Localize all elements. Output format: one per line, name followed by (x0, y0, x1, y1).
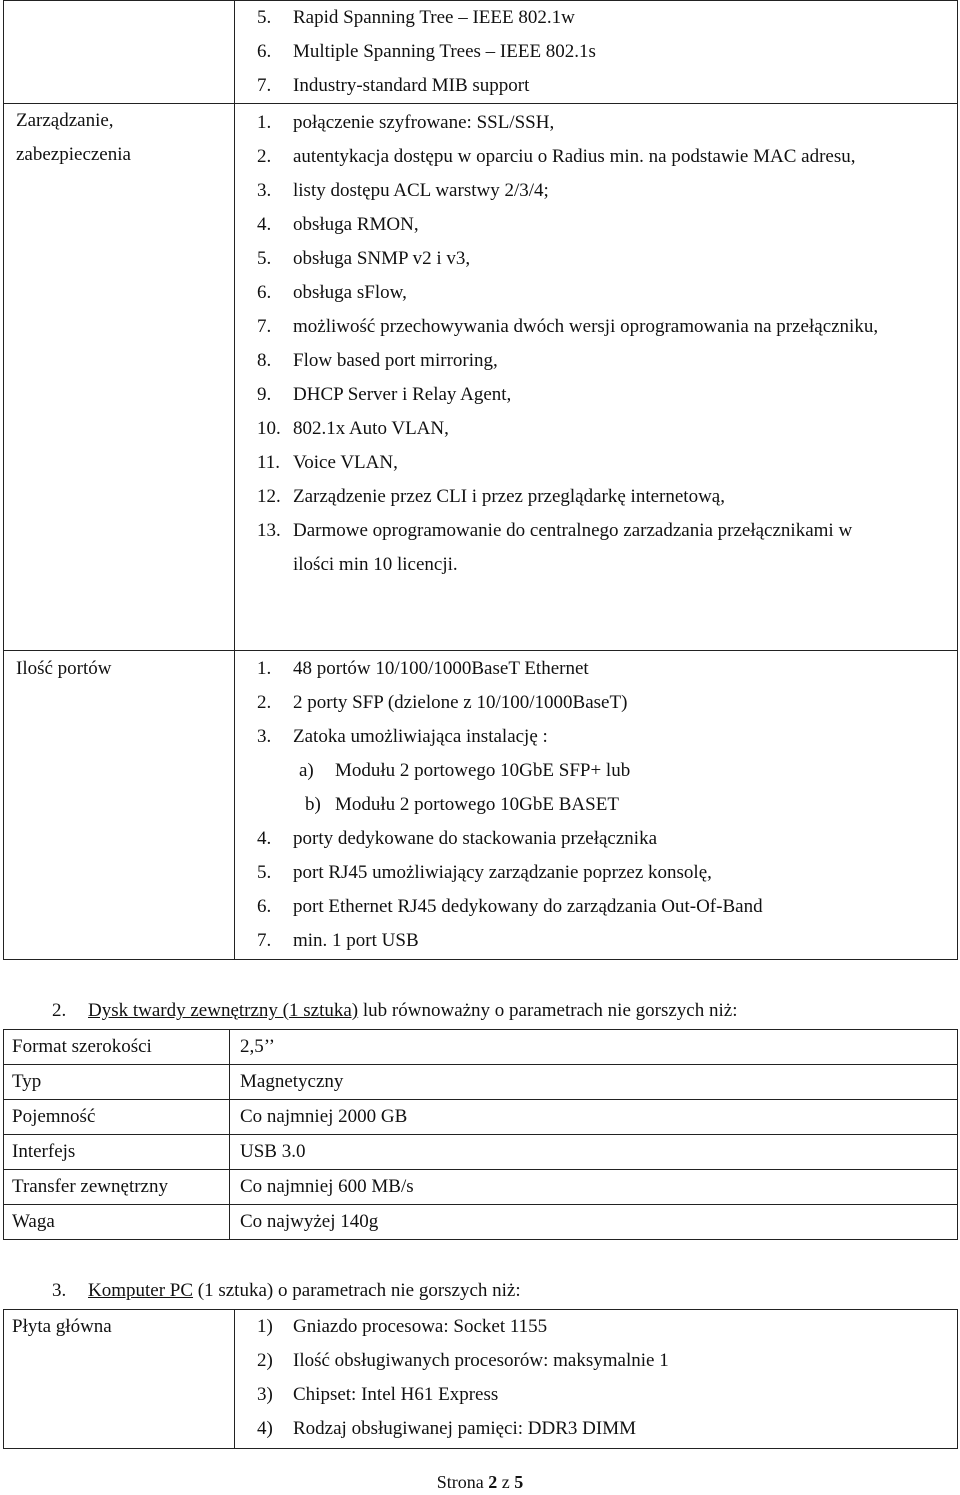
spec-key: Typ (4, 1065, 230, 1100)
item-number: 9. (257, 384, 272, 405)
section-3-heading (52, 1276, 521, 1306)
section-title: Komputer PC (88, 1280, 194, 1301)
motherboard-list (235, 1310, 957, 1446)
item-text: porty dedykowane do stackowania przełącznika (293, 828, 658, 849)
spec-key: Interfejs (4, 1135, 230, 1170)
item-text: Modułu 2 portowego 10GbE BASET (335, 794, 619, 815)
list-item (235, 242, 925, 276)
disk-spec-table (3, 1029, 958, 1240)
section-number: 2. (52, 1000, 67, 1021)
item-number: 3) (257, 1384, 273, 1405)
item-text: Multiple Spanning Trees – IEEE 802.1s (293, 41, 596, 62)
ports-list (235, 652, 935, 958)
footer-prefix: Strona (436, 1472, 489, 1492)
table-row (4, 1030, 958, 1065)
row-label-ports: Ilość portów (16, 658, 112, 679)
item-number: 3. (257, 726, 272, 747)
label-line: Zarządzanie, (16, 110, 114, 131)
management-list (235, 106, 925, 582)
item-text: obsługa RMON, (293, 214, 419, 235)
list-item (235, 106, 925, 140)
table-row (4, 1135, 958, 1170)
list-item (235, 378, 925, 412)
item-text: Ilość obsługiwanych procesorów: maksymalnie 1 (293, 1350, 669, 1371)
section-title-rest: (1 sztuka) o parametrach nie gorszych niż: (193, 1280, 521, 1301)
item-number: 4. (257, 828, 272, 849)
item-text: autentykacja dostępu w oparciu o Radius min. na podstawie MAC adresu, (293, 146, 856, 167)
table-row (4, 1310, 958, 1449)
item-number: 5. (257, 248, 272, 269)
spec-key: Waga (4, 1205, 230, 1240)
item-number: 7. (257, 930, 272, 951)
list-item (235, 856, 935, 890)
item-text: obsługa sFlow, (293, 282, 407, 303)
row-label-motherboard: Płyta główna (4, 1310, 235, 1449)
item-number: 7. (257, 75, 272, 96)
table-row (4, 1170, 958, 1205)
item-text: obsługa SNMP v2 i v3, (293, 248, 471, 269)
item-number: 1. (257, 112, 272, 133)
row-label-management (16, 104, 231, 172)
item-text: port RJ45 umożliwiający zarządzanie poprzez konsolę, (293, 862, 712, 883)
item-text: Chipset: Intel H61 Express (293, 1384, 499, 1405)
item-text: Industry-standard MIB support (293, 75, 530, 96)
item-text: 48 portów 10/100/1000BaseT Ethernet (293, 658, 589, 679)
item-number: 4. (257, 214, 272, 235)
item-text: port Ethernet RJ45 dedykowany do zarządzania Out-Of-Band (293, 896, 763, 917)
table-top-border (3, 0, 958, 1)
item-text: 2 porty SFP (dzielone z 10/100/1000BaseT) (293, 692, 628, 713)
footer-mid: z (497, 1472, 515, 1492)
item-number: 2. (257, 692, 272, 713)
table-row (4, 1205, 958, 1240)
spec-value: 2,5’’ (230, 1030, 958, 1065)
spec-value: USB 3.0 (230, 1135, 958, 1170)
label-line: zabezpieczenia (16, 144, 131, 165)
spec-value: Magnetyczny (230, 1065, 958, 1100)
sub-list-item (235, 788, 935, 822)
item-letter: a) (299, 760, 314, 781)
item-number: 8. (257, 350, 272, 371)
item-text: Zarządzenie przez CLI i przez przeglądarkę internetową, (293, 486, 725, 507)
item-number: 2. (257, 146, 272, 167)
list-item (235, 1310, 957, 1344)
table-row (4, 1065, 958, 1100)
item-number: 7. (257, 316, 272, 337)
spec-key: Format szerokości (4, 1030, 230, 1065)
table-row (4, 1100, 958, 1135)
spec-key: Pojemność (4, 1100, 230, 1135)
list-item (235, 890, 935, 924)
list-item (235, 1412, 957, 1446)
item-number: 11. (257, 452, 281, 473)
list-item (235, 446, 925, 480)
item-number: 1) (257, 1316, 273, 1337)
section-number: 3. (52, 1280, 67, 1301)
list-item (235, 310, 925, 344)
item-text: 802.1x Auto VLAN, (293, 418, 449, 439)
list-item (235, 1378, 957, 1412)
item-number: 6. (257, 896, 272, 917)
pc-spec-table (3, 1309, 958, 1449)
list-item (235, 140, 925, 174)
item-number: 13. (257, 520, 281, 541)
item-number: 5. (257, 7, 272, 28)
page-number: 2 (488, 1472, 498, 1492)
section-title: Dysk twardy zewnętrzny (1 sztuka) (88, 1000, 359, 1021)
list-item (235, 480, 925, 514)
page-footer (0, 1472, 960, 1493)
item-number: 6. (257, 41, 272, 62)
item-number: 6. (257, 282, 272, 303)
row-divider (3, 650, 958, 651)
item-text: Flow based port mirroring, (293, 350, 498, 371)
spec-value: Co najwyżej 140g (230, 1205, 958, 1240)
item-text: Modułu 2 portowego 10GbE SFP+ lub (335, 760, 631, 781)
item-text: Gniazdo procesowa: Socket 1155 (293, 1316, 548, 1337)
item-number: 3. (257, 180, 272, 201)
item-number: 1. (257, 658, 272, 679)
section-title-rest: lub równoważny o parametrach nie gorszych niż: (358, 1000, 738, 1021)
item-text: Zatoka umożliwiająca instalację : (293, 726, 548, 747)
item-number: 2) (257, 1350, 273, 1371)
page-total: 5 (514, 1472, 524, 1492)
list-item (235, 924, 935, 958)
list-item (235, 1344, 957, 1378)
list-item (235, 276, 925, 310)
list-item (235, 344, 925, 378)
list-item (235, 822, 935, 856)
item-number: 5. (257, 862, 272, 883)
item-number: 4) (257, 1418, 273, 1439)
item-number: 12. (257, 486, 281, 507)
item-number: 10. (257, 418, 281, 439)
sub-list-item (235, 754, 935, 788)
list-item (235, 720, 935, 754)
item-text: Darmowe oprogramowanie do centralnego zarzadzania przełącznikami w ilości min 10 licencji. (293, 520, 853, 575)
item-text: możliwość przechowywania dwóch wersji oprogramowania na przełączniku, (293, 316, 879, 337)
item-text: Voice VLAN, (293, 452, 398, 473)
list-item (235, 514, 853, 582)
list-item (235, 174, 925, 208)
spec-value: Co najmniej 600 MB/s (230, 1170, 958, 1205)
item-text: Rodzaj obsługiwanej pamięci: DDR3 DIMM (293, 1418, 637, 1439)
list-item (235, 208, 925, 242)
item-text: Rapid Spanning Tree – IEEE 802.1w (293, 7, 575, 28)
list-item (235, 412, 925, 446)
item-text: listy dostępu ACL warstwy 2/3/4; (293, 180, 549, 201)
spec-value: Co najmniej 2000 GB (230, 1100, 958, 1135)
spec-key: Transfer zewnętrzny (4, 1170, 230, 1205)
motherboard-list-cell (235, 1310, 958, 1449)
list-item (235, 652, 935, 686)
item-text: min. 1 port USB (293, 930, 419, 951)
item-text: DHCP Server i Relay Agent, (293, 384, 512, 405)
item-text: połączenie szyfrowane: SSL/SSH, (293, 112, 555, 133)
item-letter: b) (305, 794, 321, 815)
section-2-heading (52, 996, 737, 1026)
list-item (235, 686, 935, 720)
